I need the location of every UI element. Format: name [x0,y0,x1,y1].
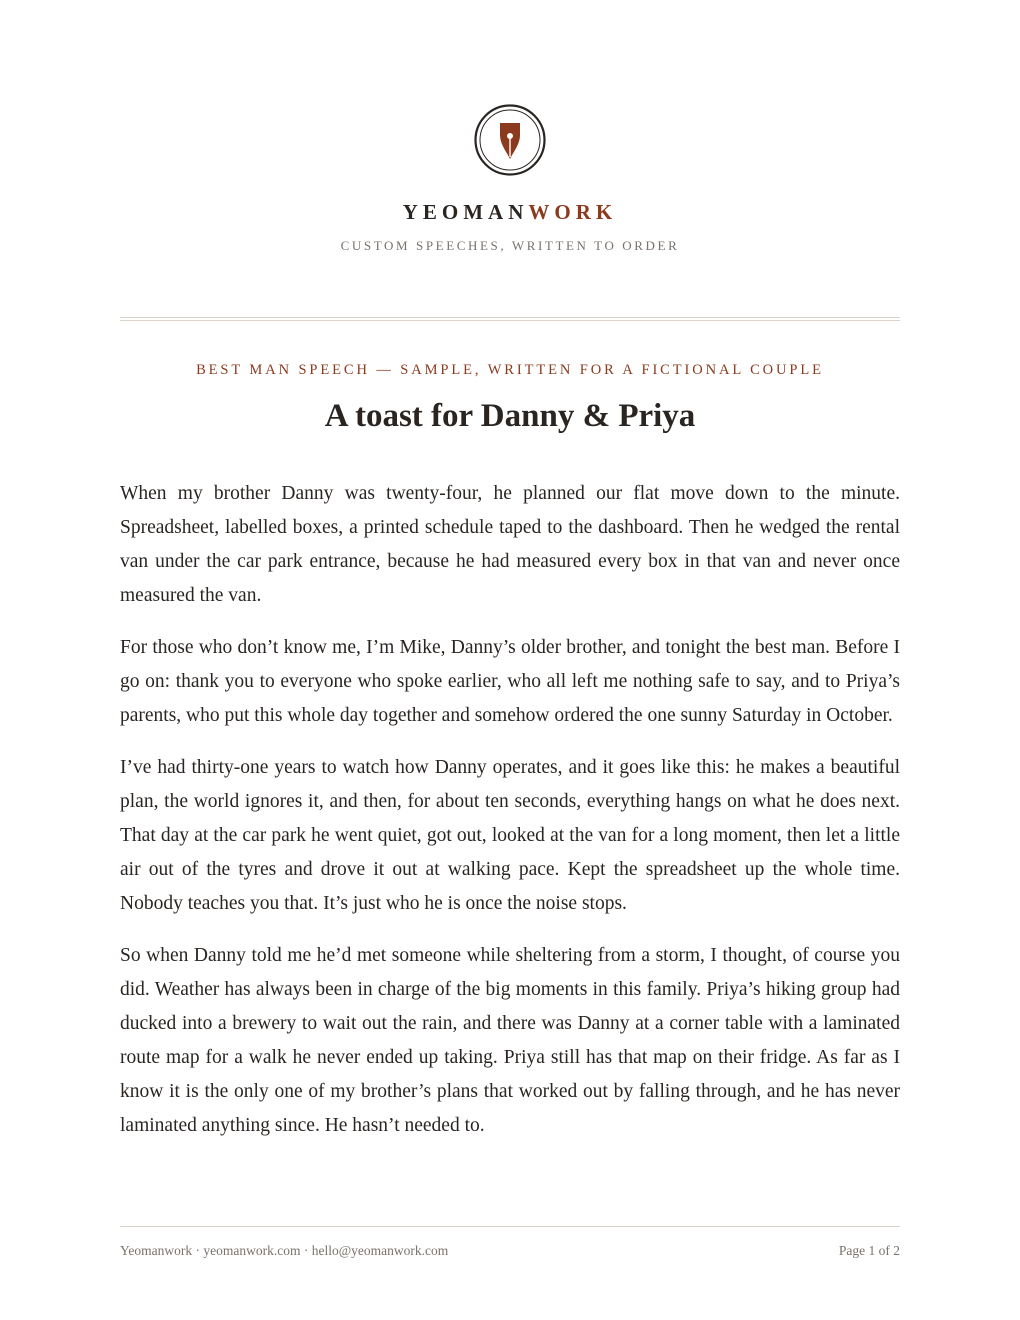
speech-paragraph: I’ve had thirty-one years to watch how Danny operates, and it goes like this: he makes a beautiful plan, the world ignores it, and then, for about ten seconds, everything hangs on what he does next. That day at the car park he went quiet, got out, looked at the van for a long moment, then let a little air out of the tyres and drove it out at walking pace. Kept the spreadsheet up the whole time. Nobody teaches you that. It’s just who he is once the noise stops. [120,757,900,914]
speech-paragraph: For those who don’t know me, I’m Mike, Danny’s older brother, and tonight the best man. Before I go on: thank you to everyone who spoke earlier, who all left me nothing safe to say, and to Priya’s parents, who put this whole day together and somehow ordered the one sunny Saturday in October. [120,637,900,726]
footer-divider [120,1226,900,1227]
brand-name-part1: YEOMAN [402,200,529,224]
speech-paragraph: So when Danny told me he’d met someone while sheltering from a storm, I thought, of course you did. Weather has always been in charge of the big moments in this family. Priya’s hiking group had ducked into a brewery to wait out the rain, and there was Danny at a corner table with a laminated route map for a walk he never ended up taking. Priya still has that map on their fridge. As far as I know it is the only one of my brother’s plans that worked out by falling through, and he has never laminated anything since. He hasn’t needed to. [120,945,900,1136]
document-eyebrow: BEST MAN SPEECH — SAMPLE, WRITTEN FOR A FICTIONAL COUPLE [196,362,824,378]
page-number: Page 1 of 2 [838,1243,900,1258]
header-divider [120,317,900,321]
brand-name-part2: WORK [528,200,618,224]
brand-name [0,199,1020,225]
document-title: A toast for Danny & Priya [324,398,696,434]
brand-tagline: CUSTOM SPEECHES, WRITTEN TO ORDER [340,238,680,253]
speech-paragraph: When my brother Danny was twenty-four, he planned our flat move down to the minute. Spreadsheet, labelled boxes, a printed schedule taped to the dashboard. Then he wedged the rental van under the car park entrance, because he had measured every box in that van and never once measured the van. [120,483,900,606]
speech-body [120,477,900,1161]
fountain-pen-nib-icon [474,104,546,176]
footer-contact: Yeomanwork · yeomanwork.com · hello@yeomanwork.com [120,1243,449,1258]
